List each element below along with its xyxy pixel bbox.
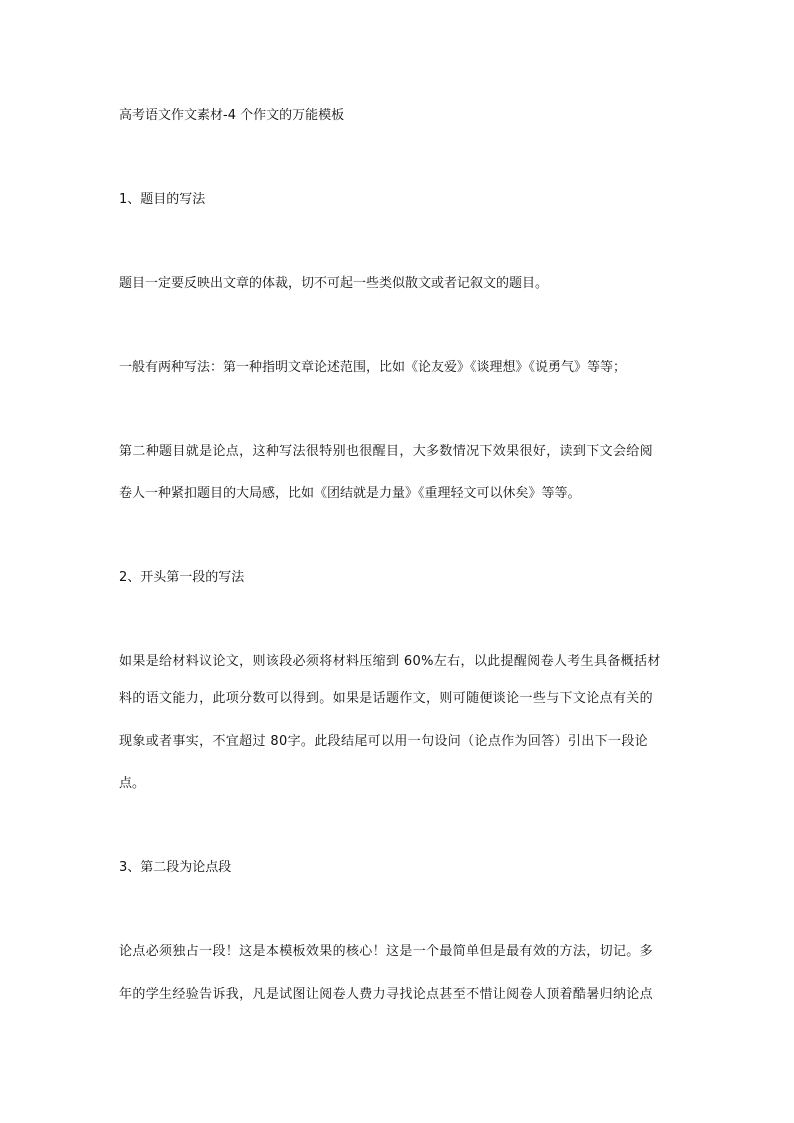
paragraph-line: 料的语文能力，此项分数可以得到。如果是话题作文，则可随便谈论一些与下文论点有关的	[119, 691, 654, 706]
section-heading: 1、题目的写法	[119, 192, 206, 207]
section-heading: 3、第二段为论点段	[119, 860, 232, 875]
paragraph-line: 论点必须独占一段！这是本模板效果的核心！这是一个最简单但是最有效的方法，切记。多	[119, 944, 654, 959]
paragraph-line: 年的学生经验告诉我，凡是试图让阅卷人费力寻找论点甚至不惜让阅卷人顶着酷暑归纳论点	[119, 987, 654, 1002]
section-heading: 2、开头第一段的写法	[119, 570, 245, 585]
paragraph-line: 题目一定要反映出文章的体裁，切不可起一些类似散文或者记叙文的题目。	[119, 276, 549, 291]
paragraph-line: 如果是给材料议论文，则该段必须将材料压缩到 60%左右，以此提醒阅卷人考生具备概括材	[119, 654, 661, 669]
paragraph-line: 现象或者事实，不宜超过 80字。此段结尾可以用一句设问（论点作为回答）引出下一段论	[119, 734, 649, 749]
paragraph-line: 卷人一种紧扣题目的大局感，比如《团结就是力量》《重理轻文可以休矣》等等。	[119, 486, 581, 501]
paragraph-line: 一般有两种写法：第一种指明文章论述范围，比如《论友爱》《谈理想》《说勇气》等等；	[119, 360, 627, 375]
paragraph-line: 第二种题目就是论点，这种写法很特别也很醒目，大多数情况下效果很好，读到下文会给阅	[119, 444, 654, 459]
paragraph-line: 点。	[119, 776, 146, 791]
document-title: 高考语文作文素材-4 个作文的万能模板	[119, 108, 345, 123]
